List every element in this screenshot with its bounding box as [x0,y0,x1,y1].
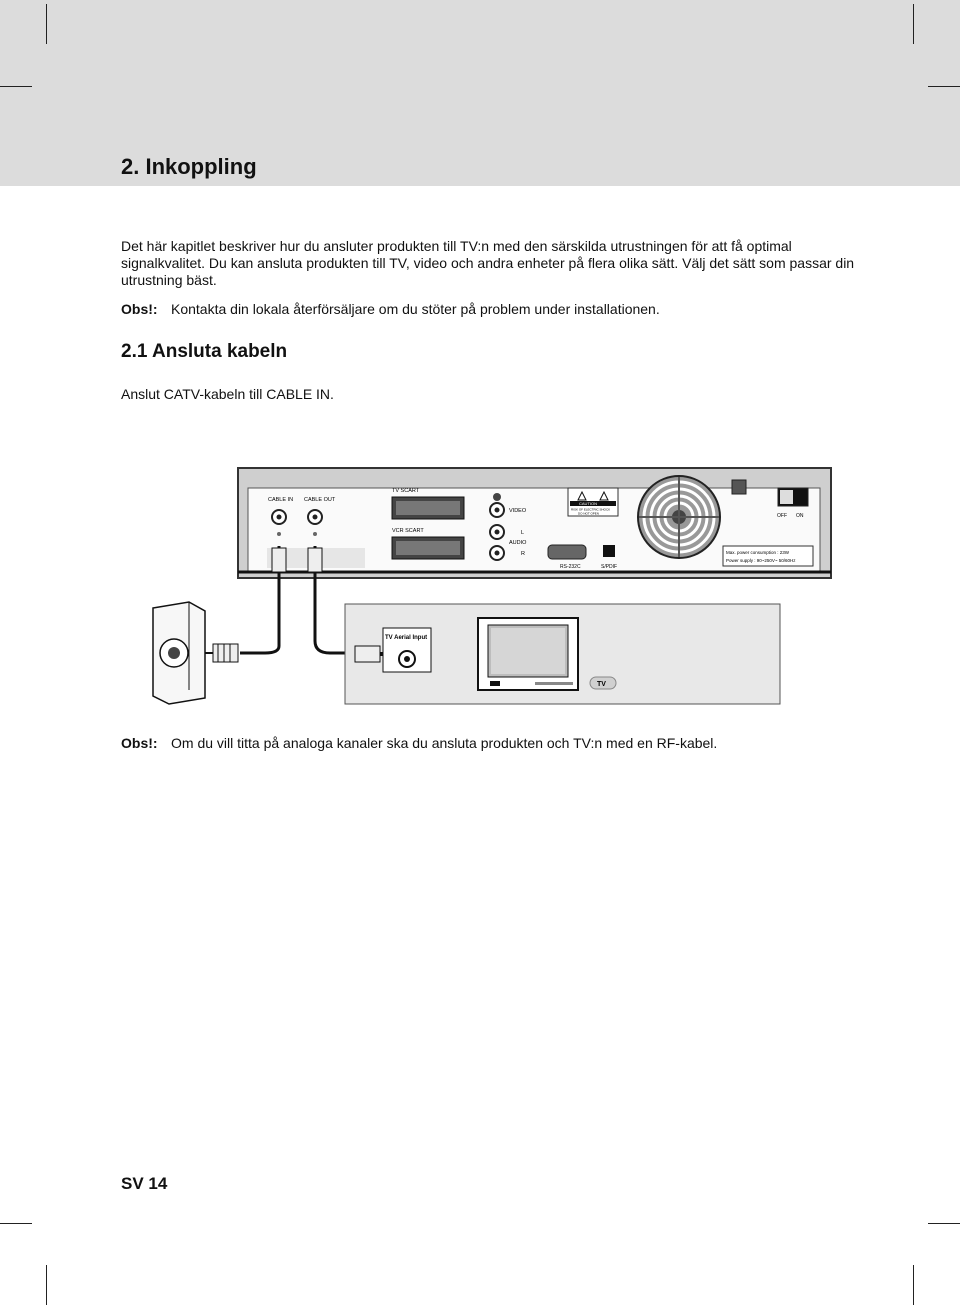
cable-in-label: CABLE IN [268,497,294,503]
crop-mark [913,1265,914,1305]
crop-mark [928,86,960,87]
crop-mark [913,4,914,44]
tv-set [478,618,578,690]
chapter-title: 2. Inkoppling [121,154,257,179]
note-2-label: Obs!: [121,735,158,751]
crop-mark [46,1265,47,1305]
caution-subtext-2: DO NOT OPEN [578,511,599,516]
video-label: VIDEO [509,508,527,514]
rs232c-label: RS-232C [560,564,581,570]
caution-subtext-1: RISK OF ELECTRIC SHOCK [571,507,611,512]
audio-l-label: L [521,530,525,536]
page-number: SV 14 [121,1174,168,1193]
cable-out-label: CABLE OUT [304,497,336,503]
fan-grille [638,476,720,558]
note-2 [121,735,717,751]
on-label: ON [796,513,804,519]
rs232c-port [548,545,586,559]
note-2-text: Om du vill titta på analoga kanaler ska du ansluta produkten och TV:n med en RF-kabel. [171,735,718,751]
note-1 [121,301,660,317]
crop-mark [0,86,32,87]
power-rating-box [723,546,813,566]
caution-text: CAUTION [579,501,597,506]
connection-diagram [145,466,835,706]
section-instruction: Anslut CATV-kabeln till CABLE IN. [121,386,334,402]
off-label: OFF [777,513,787,519]
power-supply-text: Power supply : 90~250V~ 50/60Hz [726,558,796,563]
power-consumption-text: Max. power consumption : 23W [726,550,790,555]
tv-label: TV [597,681,606,688]
crop-mark [0,1223,32,1224]
power-cord-socket [732,480,746,494]
tv-aerial-input-label: TV Aerial Input [385,635,428,641]
audio-r-label: R [521,551,525,557]
note-1-label: Obs!: [121,301,158,317]
note-1-text: Kontakta din lokala återförsäljare om du stöter på problem under installationen. [171,301,660,317]
spdif-label: S/PDIF [601,564,618,570]
wall-antenna-outlet [153,602,238,704]
crop-mark [46,4,47,44]
tv-scart-label: TV SCART [392,488,420,494]
spdif-port [603,545,615,557]
section-title: 2.1 Ansluta kabeln [121,341,288,362]
crop-mark [928,1223,960,1224]
vcr-scart-label: VCR SCART [392,528,424,534]
intro-paragraph: Det här kapitlet beskriver hur du ansluter produkten till TV:n med den särskilda utrustningen för att få optimal signalkvalitet. Du kan ansluta produkten till TV, video och andra enheter på flera olika sätt. Välj det sätt som passar din utrustning bäst. [121,238,855,288]
audio-label: AUDIO [509,540,527,546]
